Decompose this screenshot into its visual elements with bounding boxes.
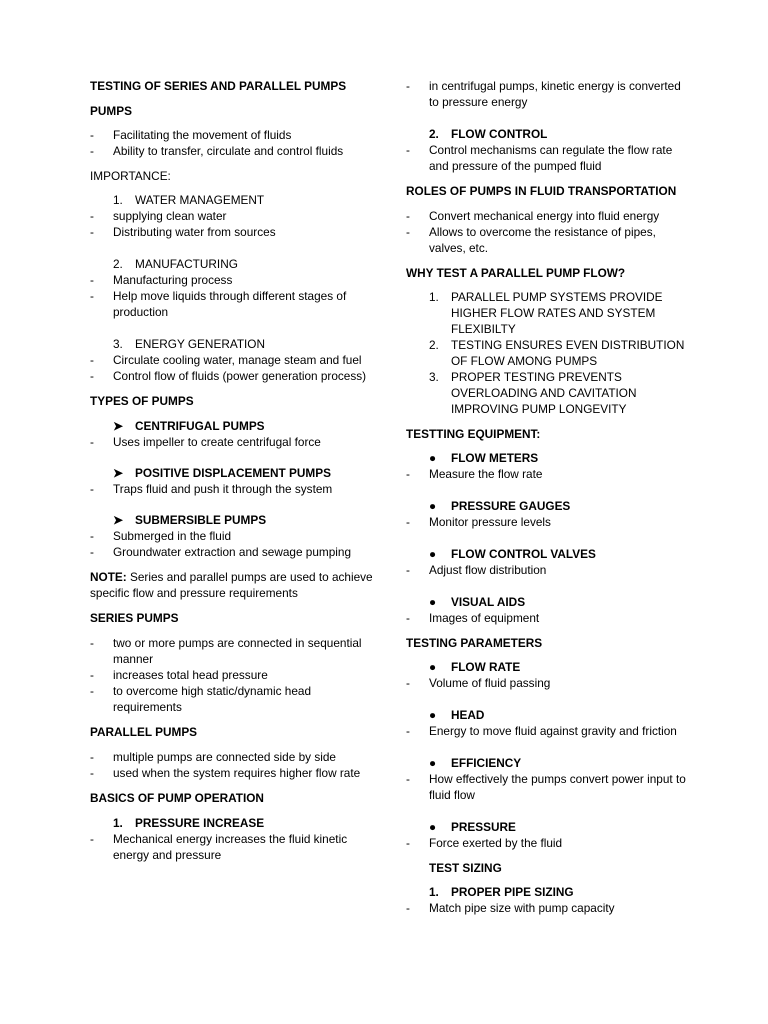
list-item: - Help move liquids through different stages of production [90, 288, 375, 320]
param-4-list [406, 835, 688, 851]
arrow-bullet-icon: ➤ [113, 419, 123, 433]
list-item: - Force exerted by the fluid [406, 835, 688, 851]
list-item: - Manufacturing process [90, 272, 375, 288]
types-heading: TYPES OF PUMPS [90, 394, 194, 408]
why-list [406, 289, 688, 417]
arrow-bullet-icon: ➤ [113, 466, 123, 480]
list-item: 2. TESTING ENSURES EVEN DISTRIBUTION OF FLOW AMONG PUMPS [429, 338, 685, 368]
list-item: - used when the system requires higher flow rate [90, 765, 375, 781]
continued-list [406, 78, 688, 110]
bullet-icon: ● [429, 499, 437, 513]
list-item: - Match pipe size with pump capacity [406, 900, 688, 916]
sizing-heading: TEST SIZING [429, 861, 502, 875]
left-column [90, 78, 375, 863]
param-head: ● HEAD [429, 708, 485, 722]
basic-1-list [90, 831, 375, 863]
flow-control-list [406, 142, 688, 174]
arrow-bullet-icon: ➤ [113, 513, 123, 527]
parallel-list [90, 749, 375, 781]
list-item: - Control mechanisms can regulate the flow rate and pressure of the pumped fluid [406, 142, 688, 174]
parameters-heading: TESTING PARAMETERS [406, 636, 543, 650]
importance-item-3: 3. ENERGY GENERATION [113, 337, 266, 351]
list-item: - Energy to move fluid against gravity and friction [406, 723, 688, 739]
list-item: - multiple pumps are connected side by side [90, 749, 375, 765]
importance-item-1: 1. WATER MANAGEMENT [113, 193, 265, 207]
type-3-list [90, 528, 375, 560]
series-list [90, 635, 375, 715]
list-item: - Mechanical energy increases the fluid kinetic energy and pressure [90, 831, 375, 863]
param-efficiency: ● EFFICIENCY [429, 756, 522, 770]
list-item: - Control flow of fluids (power generation process) [90, 368, 375, 384]
bullet-icon: ● [429, 595, 437, 609]
list-item: - Distributing water from sources [90, 224, 375, 240]
type-1-list [90, 434, 375, 450]
series-heading: SERIES PUMPS [90, 611, 179, 625]
type-centrifugal: ➤ CENTRIFUGAL PUMPS [113, 419, 265, 433]
equipment-flow-control-valves: ● FLOW CONTROL VALVES [429, 547, 596, 561]
list-item: 1. PARALLEL PUMP SYSTEMS PROVIDE HIGHER FLOW RATES AND SYSTEM FLEXIBILTY [429, 290, 663, 336]
bullet-icon: ● [429, 756, 437, 770]
list-item: - Adjust flow distribution [406, 562, 688, 578]
importance-2-list [90, 272, 375, 320]
right-column [406, 78, 688, 916]
list-item: - Convert mechanical energy into fluid energy [406, 208, 688, 224]
param-2-list [406, 723, 688, 739]
list-item: - Images of equipment [406, 610, 688, 626]
equipment-1-list [406, 466, 688, 482]
list-item: - increases total head pressure [90, 667, 375, 683]
list-item: - to overcome high static/dynamic head requirements [90, 683, 375, 715]
pumps-heading: PUMPS [90, 104, 132, 118]
equipment-visual-aids: ● VISUAL AIDS [429, 595, 526, 609]
list-item: - How effectively the pumps convert power input to fluid flow [406, 771, 688, 803]
bullet-icon: ● [429, 547, 437, 561]
list-item: 3. PROPER TESTING PREVENTS OVERLOADING AND CAVITATION IMPROVING PUMP LONGEVITY [429, 370, 637, 416]
list-item: - Measure the flow rate [406, 466, 688, 482]
list-item: - Submerged in the fluid [90, 528, 375, 544]
equipment-2-list [406, 514, 688, 530]
list-item: - Facilitating the movement of fluids [90, 127, 375, 143]
param-flow-rate: ● FLOW RATE [429, 660, 521, 674]
list-item: - two or more pumps are connected in sequential manner [90, 635, 375, 667]
list-item: - Circulate cooling water, manage steam and fuel [90, 352, 375, 368]
flow-control-item: 2. FLOW CONTROL [429, 127, 548, 141]
basics-heading: BASICS OF PUMP OPERATION [90, 791, 264, 805]
bullet-icon: ● [429, 660, 437, 674]
basic-item-1: 1. PRESSURE INCREASE [113, 816, 265, 830]
param-3-list [406, 771, 688, 803]
type-positive-displacement: ➤ POSITIVE DISPLACEMENT PUMPS [113, 466, 331, 480]
bullet-icon: ● [429, 708, 437, 722]
list-item: - in centrifugal pumps, kinetic energy is converted to pressure energy [406, 78, 688, 110]
list-item: - Uses impeller to create centrifugal force [90, 434, 375, 450]
list-item: - Traps fluid and push it through the system [90, 481, 375, 497]
type-2-list [90, 481, 375, 497]
importance-3-list [90, 352, 375, 384]
list-item: - Volume of fluid passing [406, 675, 688, 691]
equipment-pressure-gauges: ● PRESSURE GAUGES [429, 499, 571, 513]
equipment-3-list [406, 562, 688, 578]
bullet-icon: ● [429, 451, 437, 465]
type-submersible: ➤ SUBMERSIBLE PUMPS [113, 513, 267, 527]
importance-1-list [90, 208, 375, 240]
importance-heading: IMPORTANCE: [90, 169, 171, 183]
document-title: TESTING OF SERIES AND PARALLEL PUMPS [90, 79, 347, 93]
list-item: - Groundwater extraction and sewage pumping [90, 544, 375, 560]
roles-list [406, 208, 688, 256]
list-item: - Ability to transfer, circulate and control fluids [90, 143, 375, 159]
note: NOTE: Series and parallel pumps are used to achieve specific flow and pressure requirements [90, 570, 373, 600]
why-heading: WHY TEST A PARALLEL PUMP FLOW? [406, 266, 626, 280]
roles-heading: ROLES OF PUMPS IN FLUID TRANSPORTATION [406, 184, 677, 198]
equipment-flow-meters: ● FLOW METERS [429, 451, 539, 465]
equipment-heading: TESTTING EQUIPMENT: [406, 427, 541, 441]
list-item: - supplying clean water [90, 208, 375, 224]
param-1-list [406, 675, 688, 691]
sizing-item-1: 1. PROPER PIPE SIZING [429, 885, 574, 899]
bullet-icon: ● [429, 820, 437, 834]
list-item: - Allows to overcome the resistance of pipes, valves, etc. [406, 224, 688, 256]
sizing-1-list [406, 900, 688, 916]
equipment-4-list [406, 610, 688, 626]
parallel-heading: PARALLEL PUMPS [90, 725, 198, 739]
param-pressure: ● PRESSURE [429, 820, 516, 834]
list-item: - Monitor pressure levels [406, 514, 688, 530]
importance-item-2: 2. MANUFACTURING [113, 257, 238, 271]
pumps-list [90, 127, 375, 159]
